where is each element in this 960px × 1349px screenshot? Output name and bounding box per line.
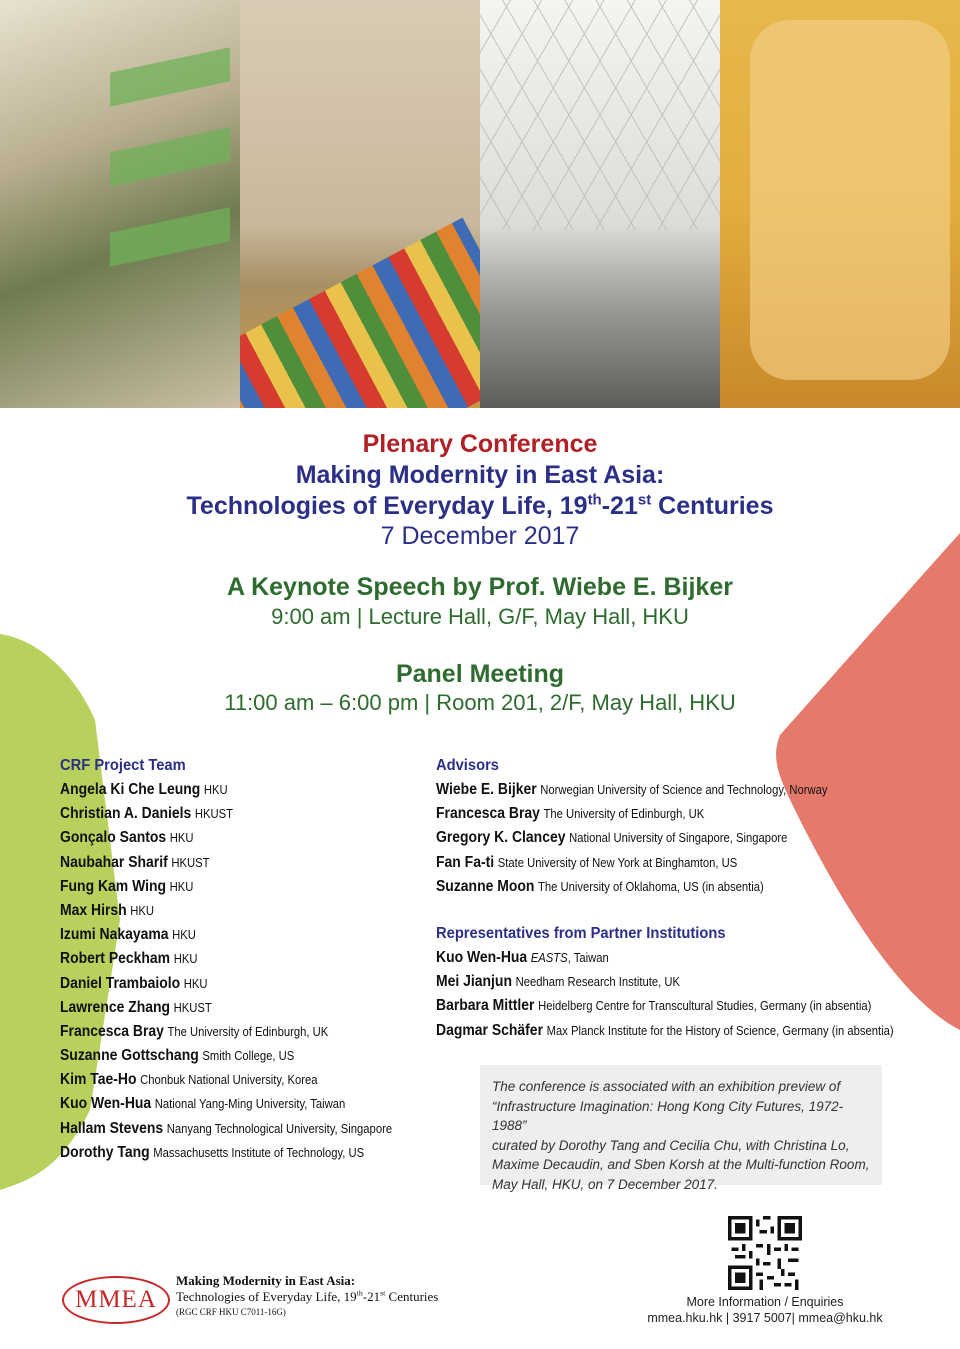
person-name: Mei Jianjun xyxy=(436,973,512,991)
list-item xyxy=(436,970,894,994)
person-affiliation: HKUST xyxy=(194,807,234,822)
list-item xyxy=(60,972,392,996)
person-name: Fung Kam Wing xyxy=(60,877,167,895)
list-item xyxy=(60,1044,392,1068)
list-item xyxy=(436,851,828,875)
list-item xyxy=(436,802,828,826)
list-item xyxy=(436,778,828,802)
person-affiliation: National Yang-Ming University, Taiwan xyxy=(154,1097,346,1112)
person-name: Fan Fa-ti xyxy=(436,853,495,871)
person-affiliation: HKU xyxy=(169,879,194,894)
qr-code-icon[interactable] xyxy=(728,1216,802,1290)
list-item xyxy=(60,1068,392,1092)
person-affiliation: HKUST xyxy=(171,855,210,870)
person-affiliation: HKU xyxy=(130,903,155,918)
person-affiliation: HKU xyxy=(172,928,196,943)
person-affiliation: Max Planck Institute for the History of Science, Germany (in absentia) xyxy=(546,1023,894,1038)
person-affiliation: Nanyang Technological University, Singapore xyxy=(166,1121,393,1136)
exhibition-note xyxy=(480,1065,882,1192)
list-item xyxy=(60,1092,392,1116)
person-affiliation: HKUST xyxy=(173,1000,212,1015)
airport-photo xyxy=(480,0,720,408)
footer-subtitle: Technologies of Everyday Life, 19th-21st Centuries xyxy=(176,1288,439,1304)
person-affiliation: HKU xyxy=(183,976,208,991)
panel-title: Panel Meeting xyxy=(395,660,565,688)
footer-title: Making Modernity in East Asia: xyxy=(176,1273,356,1288)
person-name: Dagmar Schäfer xyxy=(436,1021,544,1039)
person-name: Kuo Wen-Hua xyxy=(60,1095,152,1113)
conference-title: Making Modernity in East Asia: xyxy=(295,461,665,489)
keynote-details: 9:00 am | Lecture Hall, G/F, May Hall, HKU xyxy=(271,604,689,629)
person-name: Kim Tae-Ho xyxy=(60,1071,137,1089)
person-affiliation: Massachusetts Institute of Technology, US xyxy=(153,1145,365,1160)
partners-list xyxy=(436,922,944,1043)
person-name: Max Hirsh xyxy=(60,901,127,919)
person-name: Angela Ki Che Leung xyxy=(60,781,201,798)
list-item xyxy=(60,826,392,850)
weaving-photo xyxy=(240,0,480,408)
person-affiliation: State University of New York at Binghamton, US xyxy=(497,855,738,870)
person-affiliation: HKU xyxy=(203,783,228,797)
person-affiliation: Chonbuk National University, Korea xyxy=(140,1073,318,1088)
person-name: Suzanne Gottschang xyxy=(60,1047,199,1065)
advisors-list xyxy=(436,754,871,899)
person-name: Izumi Nakayama xyxy=(60,926,169,944)
person-name: Gregory K. Clancey xyxy=(436,829,566,847)
market-photo xyxy=(0,0,240,408)
list-item xyxy=(436,994,894,1018)
manuscript-photo xyxy=(720,0,960,408)
person-affiliation: Norwegian University of Science and Technology, Norway xyxy=(540,783,828,797)
person-affiliation: HKU xyxy=(173,952,198,967)
person-name: Barbara Mittler xyxy=(436,997,535,1015)
list-item xyxy=(436,1019,894,1043)
mmea-logo: MMEA xyxy=(62,1276,170,1324)
person-name: Robert Peckham xyxy=(60,950,171,968)
advisors-heading: Advisors xyxy=(436,757,499,774)
person-name: Christian A. Daniels xyxy=(60,805,192,823)
list-item xyxy=(60,1020,392,1044)
person-affiliation: The University of Oklahoma, US (in absentia) xyxy=(538,879,764,894)
person-affiliation: Heidelberg Centre for Transcultural Studies, Germany (in absentia) xyxy=(538,999,872,1014)
person-affiliation: National University of Singapore, Singapore xyxy=(569,831,788,846)
person-name: Suzanne Moon xyxy=(436,877,535,895)
conference-date: 7 December 2017 xyxy=(380,522,580,550)
person-name: Naubahar Sharif xyxy=(60,853,168,871)
person-name: Gonçalo Santos xyxy=(60,829,167,847)
partners-heading: Representatives from Partner Institutions xyxy=(436,925,726,942)
person-affiliation: HKU xyxy=(169,831,194,846)
list-item xyxy=(60,947,392,971)
person-name: Wiebe E. Bijker xyxy=(436,781,537,798)
keynote-title: A Keynote Speech by Prof. Wiebe E. Bijker xyxy=(227,573,733,601)
person-name: Dorothy Tang xyxy=(60,1143,150,1161)
crf-team-heading: CRF Project Team xyxy=(60,757,186,774)
photo-strip xyxy=(0,0,960,408)
person-affiliation: Needham Research Institute, UK xyxy=(515,975,681,990)
list-item xyxy=(436,826,828,850)
contact-info[interactable]: mmea.hku.hk | 3917 5007| mmea@hku.hk xyxy=(647,1311,883,1325)
conference-type: Plenary Conference xyxy=(362,430,598,458)
person-affiliation: The University of Edinburgh, UK xyxy=(167,1024,329,1039)
person-affiliation: Smith College, US xyxy=(202,1049,295,1064)
exhibition-note-text: The conference is associated with an exhibition preview of “Infrastructure Imagination: Hong Kong City Futures, 1972-1988” curated by Dorothy Tang and Cecilia Chu, with Christina Lo, Maxime Decaudin, and Sben Korsh at the Multi-function Room, May Hall, HKU, on 7 December 2017. xyxy=(492,1079,870,1192)
person-name: Daniel Trambaiolo xyxy=(60,974,181,992)
list-item xyxy=(436,875,828,899)
list-item xyxy=(60,778,392,802)
list-item xyxy=(436,946,894,970)
more-info-label: More Information / Enquiries xyxy=(686,1295,844,1309)
person-name: Francesca Bray xyxy=(436,805,540,823)
list-item xyxy=(60,1141,392,1165)
person-affiliation: The University of Edinburgh, UK xyxy=(543,807,705,822)
list-item xyxy=(60,996,392,1020)
person-affiliation: EASTS, Taiwan xyxy=(530,951,609,965)
list-item xyxy=(60,875,392,899)
list-item xyxy=(60,923,392,947)
list-item xyxy=(60,1117,392,1141)
list-item xyxy=(60,899,392,923)
panel-details: 11:00 am – 6:00 pm | Room 201, 2/F, May Hall, HKU xyxy=(224,690,736,715)
list-item xyxy=(60,851,392,875)
person-name: Lawrence Zhang xyxy=(60,998,171,1016)
grant-number: (RGC CRF HKU C7011-16G) xyxy=(176,1307,286,1317)
person-name: Hallam Stevens xyxy=(60,1119,164,1137)
crf-team-list xyxy=(60,754,429,1165)
list-item xyxy=(60,802,392,826)
conference-subtitle: Technologies of Everyday Life, 19th-21st Centuries xyxy=(186,491,774,520)
person-name: Kuo Wen-Hua xyxy=(436,949,528,966)
person-name: Francesca Bray xyxy=(60,1022,164,1040)
